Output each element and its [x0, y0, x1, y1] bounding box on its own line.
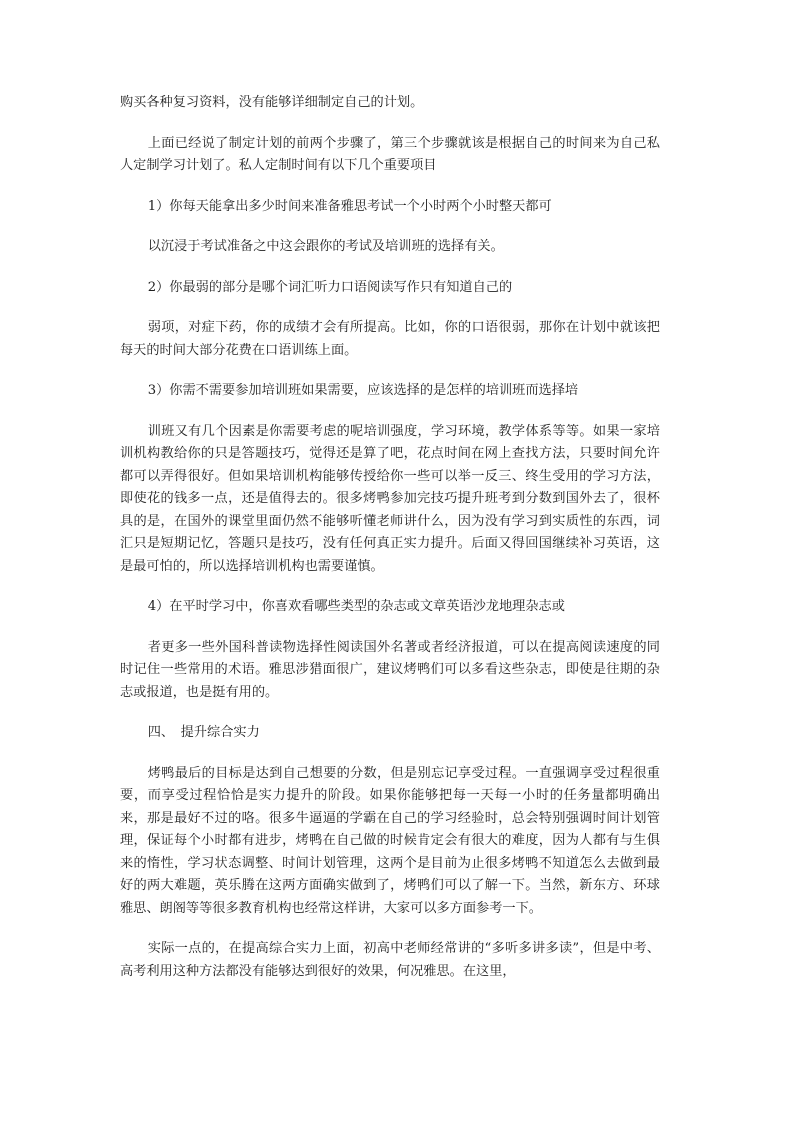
- list-item-2: 2）你最弱的部分是哪个词汇听力口语阅读写作只有知道自己的: [147, 279, 513, 295]
- paragraph-item-4-continued: 者更多一些外国科普读物选择性阅读国外名著或者经济报道，可以在提高阅读速度的同时记住一些常用的术语。雅思涉猎面很广，建议烤鸭们可以多看这些杂志，即使是往期的杂志或报道，也是挺有用的。: [120, 639, 660, 700]
- list-item-4: 4）在平时学习中，你喜欢看哪些类型的杂志或文章英语沙龙地理杂志或: [147, 599, 565, 614]
- paragraph-item-3-continued: 训班又有几个因素是你需要考虑的呢培训强度，学习环境，教学体系等等。如果一家培训机构教给你的只是答题技巧，觉得还是算了吧，花点时间在网上查找方法，只要时间允许都可以弄得很好。但如果培训机构能够传授给你一些可以举一反三、终生受用的学习方法，即使花的钱多一点，还是值得去的。很多烤鸭参加完技巧提升班考到分数到国外去了，很杯具的是，在国外的课堂里面仍然不能够听懂老师讲什么，因为没有学习到实质性的东西，词汇只是短期记忆，答题只是技巧，没有任何真正实力提升。后面又得回国继续补习英语，这是最可怕的，所以选择培训机构也需要谨慎。: [120, 423, 660, 574]
- section-heading: 四、 提升综合实力: [147, 725, 260, 740]
- paragraph-item-1-continued: 以沉浸于考试准备之中这会跟你的考试及培训班的选择有关。: [147, 239, 504, 254]
- paragraph-continuation: 购买各种复习资料，没有能够详细制定自己的计划。: [120, 95, 424, 110]
- document-body: [120, 92, 660, 1001]
- list-item-3: 3）你需不需要参加培训班如果需要，应该选择的是怎样的培训班而选择培: [147, 383, 579, 398]
- paragraph-item-2-continued: 弱项，对症下药，你的成绩才会有所提高。比如，你的口语很弱，那你在计划中就该把每天的时间大部分花费在口语训练上面。: [120, 320, 660, 358]
- paragraph-planning-steps: 上面已经说了制定计划的前两个步骤了，第三个步骤就该是根据自己的时间来为自己私人定制学习计划了。私人定制时间有以下几个重要项目: [120, 135, 660, 173]
- paragraph-final: 实际一点的，在提高综合实力上面，初高中老师经常讲的“多听多讲多读”，但是中考、高考利用这种方法都没有能够达到很好的效果，何况雅思。在这里，: [120, 941, 660, 979]
- paragraph-section-body: 烤鸭最后的目标是达到自己想要的分数，但是别忘记享受过程。一直强调享受过程很重要，而享受过程恰恰是实力提升的阶段。如果你能够把每一天每一小时的任务量都明确出来，那是最好不过的咯。很多牛逼逼的学霸在自己的学习经验时，总会特别强调时间计划管理，保证每个小时都有进步，烤鸭在自己做的时候肯定会有很大的难度，因为人都有与生俱来的惰性，学习状态调整、时间计划管理，这两个是目前为止很多烤鸭不知道怎么去做到最好的两大难题，英乐腾在这两方面确实做到了，烤鸭们可以了解一下。当然，新东方、环球雅思、朗阁等等很多教育机构也经常这样讲，大家可以多方面参考一下。: [120, 765, 660, 916]
- list-item-1: 1）你每天能拿出多少时间来准备雅思考试一个小时两个小时整天都可: [147, 198, 552, 214]
